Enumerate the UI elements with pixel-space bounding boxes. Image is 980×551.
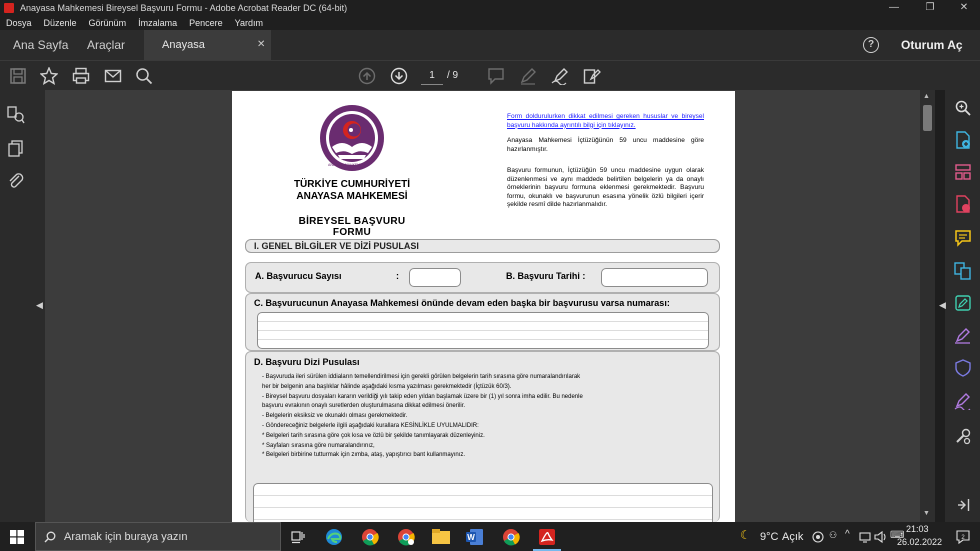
scroll-down-arrow[interactable]: ▼ xyxy=(923,510,930,517)
instruction-line: - Göndereceğiniz belgelerle ilgili aşağıdaki kurallara KESİNLİKLE UYULMALIDIR: xyxy=(262,422,479,429)
page-thumbnails-icon[interactable] xyxy=(7,106,25,124)
menu-window[interactable]: Pencere xyxy=(189,18,223,28)
instructions-link[interactable]: Form doldurulurken dikkat edilmesi gereken hususlar ve bireysel başvuru hakkında ayrıntılı bilgi için tıklayınız. xyxy=(507,113,704,129)
save-icon[interactable] xyxy=(9,67,27,85)
other-application-label: C. Başvurucunun Anayasa Mahkemesi önünde devam eden başka bir başvurusu varsa numarası: xyxy=(254,298,670,308)
task-view-icon[interactable] xyxy=(291,530,305,544)
minimize-button[interactable]: — xyxy=(889,2,899,13)
windows-start-icon[interactable] xyxy=(10,530,24,544)
help-icon[interactable]: ? xyxy=(863,37,879,53)
tab-tools[interactable]: Araçlar xyxy=(87,38,126,52)
colon-separator: : xyxy=(396,271,399,281)
maximize-button[interactable]: ❐ xyxy=(925,2,935,13)
weather-description[interactable]: Açık xyxy=(782,531,804,543)
instruction-line: * Belgeleri tarih sırasına göre çok kısa ve özlü bir şekilde tanımlayarak düzenleyiniz. xyxy=(262,432,485,439)
vertical-scrollbar[interactable] xyxy=(920,90,935,522)
left-panel-rail xyxy=(0,90,45,522)
instruction-line: - Belgelerin eksiksiz ve okunaklı olması gerekmektedir. xyxy=(262,413,408,420)
search-placeholder: Aramak için buraya yazın xyxy=(64,531,188,543)
menu-edit[interactable]: Düzenle xyxy=(43,18,77,28)
volume-icon[interactable] xyxy=(874,530,888,544)
clock-date[interactable]: 26.02.2022 xyxy=(897,537,943,547)
collapse-right-panel-icon[interactable]: ◀ xyxy=(939,300,946,310)
combine-files-icon[interactable] xyxy=(954,262,972,280)
tab-document[interactable] xyxy=(144,30,271,60)
instruction-line: her bir belgenin ana başlıklar hâlinde aşağıdaki kısma yazılması gerekmektedir (İçtüzük 60/3). xyxy=(262,383,512,390)
comment-icon[interactable] xyxy=(487,67,505,85)
system-tray-icon[interactable]: ⚇ xyxy=(829,530,838,540)
word-icon[interactable] xyxy=(466,528,484,546)
menu-bar xyxy=(0,16,980,30)
previous-page-icon[interactable] xyxy=(358,67,376,85)
search-icon xyxy=(44,531,56,543)
organize-pages-icon[interactable] xyxy=(954,163,972,181)
clock-time[interactable]: 21:03 xyxy=(906,524,929,534)
instruction-line: * Belgeleri birbirine tutturmak için zımba, ataş, yapıştırıcı bant kullanmayınız. xyxy=(262,452,466,459)
export-pdf-icon[interactable] xyxy=(954,131,972,149)
close-button[interactable]: ✕ xyxy=(959,2,969,13)
window-title: Anayasa Mahkemesi Bireysel Başvuru Formu - Adobe Acrobat Reader DC (64-bit) xyxy=(20,3,348,13)
document-list-label: D. Başvuru Dizi Pusulası xyxy=(254,357,360,367)
scroll-up-arrow[interactable]: ▲ xyxy=(923,93,930,100)
logo-top-text: T.C. xyxy=(347,106,355,111)
request-signature-icon[interactable] xyxy=(954,392,972,410)
edge-browser-icon[interactable] xyxy=(325,528,343,546)
edit-pdf-icon[interactable] xyxy=(954,294,972,312)
fill-and-sign-icon[interactable] xyxy=(954,327,972,345)
sign-in-button[interactable]: Oturum Aç xyxy=(901,38,963,52)
search-tool-icon[interactable] xyxy=(954,99,972,117)
info-paragraph-1: Anayasa Mahkemesi İçtüzüğünün 59 uncu maddesine göre hazırlanmıştır. xyxy=(507,137,704,153)
menu-view[interactable]: Görünüm xyxy=(88,18,127,28)
attachment-icon[interactable] xyxy=(7,172,25,190)
form-title: BİREYSEL BAŞVURU FORMU xyxy=(298,216,406,238)
svg-text:W: W xyxy=(467,533,475,542)
file-explorer-icon[interactable] xyxy=(432,529,450,545)
acrobat-taskbar-icon[interactable] xyxy=(538,528,556,546)
tab-home[interactable]: Ana Sayfa xyxy=(13,38,69,52)
page-total: / 9 xyxy=(447,70,459,81)
logo-bottom-text: ANAYASA MAHKEMESİ xyxy=(328,163,366,167)
org-name-line1: TÜRKİYE CUMHURİYETİ xyxy=(293,179,411,190)
applicant-count-field[interactable] xyxy=(409,268,461,287)
instruction-line: başvuru evrakının onaylı suretlerden oluşturulmasına dikkat edilmesi önerilir. xyxy=(262,403,466,410)
collapse-tools-pane-icon[interactable] xyxy=(957,498,971,512)
info-paragraph-2: Başvuru formunun, İçtüzüğün 59 uncu maddesine uygun olarak düzenlenmesi ve aynı maddede belirtilen belgelerin ya da onaylı örneklerinin başvuru formuna eklenmesi gerekmektedir. Başvuru formu, okunaklı ve başvurunun esasına yönelik özlü bilgileri içerir şekilde resmî dilde hazırlanmalıdır. xyxy=(507,167,704,208)
instruction-line: - Bireysel başvuru dosyaları kararın verildiği yılı takip eden yıldan başlamak üzere bir (1) yıl sonra imha edilir. Bu nedenle xyxy=(262,393,583,400)
chrome-app-icon[interactable] xyxy=(502,528,520,546)
help-circle-icon[interactable] xyxy=(812,531,824,543)
email-icon[interactable] xyxy=(104,67,122,85)
pages-icon[interactable] xyxy=(7,140,25,158)
language-icon[interactable]: ⌨ xyxy=(890,530,905,541)
comment-tool-icon[interactable] xyxy=(954,229,972,247)
application-date-label: B. Başvuru Tarihi : xyxy=(506,271,586,281)
weather-temperature[interactable]: 9°C xyxy=(760,531,779,543)
protect-shield-icon[interactable] xyxy=(954,359,972,377)
instruction-line: * Sayfaları sırasına göre numaralandırınız, xyxy=(262,442,375,449)
highlight-pen-icon[interactable] xyxy=(519,67,537,85)
right-tools-rail xyxy=(939,90,980,522)
instruction-line: - Başvuruda ileri sürülen iddiaların temellendirilmesi için gerekli görülen belgelerin tarih sırasına göre numaralandırılarak xyxy=(262,374,581,380)
print-icon[interactable] xyxy=(72,67,90,85)
menu-help[interactable]: Yardım xyxy=(234,18,263,28)
toolbar xyxy=(0,60,980,90)
hidden-icons-chevron-icon[interactable]: ^ xyxy=(845,529,850,540)
chrome-icon[interactable] xyxy=(361,528,379,546)
more-tools-icon[interactable] xyxy=(954,427,972,445)
notifications-icon[interactable] xyxy=(955,529,971,545)
org-name-line2: ANAYASA MAHKEMESİ xyxy=(296,191,408,202)
bookmark-star-icon[interactable] xyxy=(40,67,58,85)
document-list-instructions xyxy=(262,373,712,461)
create-pdf-icon[interactable] xyxy=(954,195,972,213)
network-icon[interactable] xyxy=(859,531,871,543)
expand-left-panel-icon[interactable]: ◀ xyxy=(36,300,43,310)
svg-text:2: 2 xyxy=(961,535,965,541)
zoom-search-icon[interactable] xyxy=(135,67,153,85)
weather-moon-icon[interactable]: ☾ xyxy=(740,528,751,542)
other-application-number-field[interactable] xyxy=(257,312,709,349)
tab-document-label: Anayasa xyxy=(162,39,205,51)
fill-sign-icon[interactable] xyxy=(583,67,601,85)
page-number-input[interactable]: 1 xyxy=(421,67,443,85)
window-title-bar xyxy=(0,0,980,16)
sign-pen-icon[interactable] xyxy=(551,67,569,85)
close-tab-icon[interactable]: ✕ xyxy=(257,39,266,50)
acrobat-app-icon xyxy=(4,3,14,13)
next-page-icon[interactable] xyxy=(390,67,408,85)
windows-taskbar xyxy=(0,522,980,551)
menu-sign[interactable]: İmzalama xyxy=(138,18,178,28)
menu-file[interactable]: Dosya xyxy=(6,18,32,28)
taskbar-search-box[interactable] xyxy=(35,522,281,551)
chrome-profile-icon[interactable] xyxy=(397,528,415,546)
section-general-info-header: I. GENEL BİLGİLER VE DİZİ PUSULASI xyxy=(245,239,720,253)
scrollbar-thumb[interactable] xyxy=(923,105,932,131)
application-date-field[interactable] xyxy=(601,268,708,287)
document-list-field[interactable] xyxy=(253,483,713,522)
applicant-count-label: A. Başvurucu Sayısı xyxy=(255,271,342,281)
